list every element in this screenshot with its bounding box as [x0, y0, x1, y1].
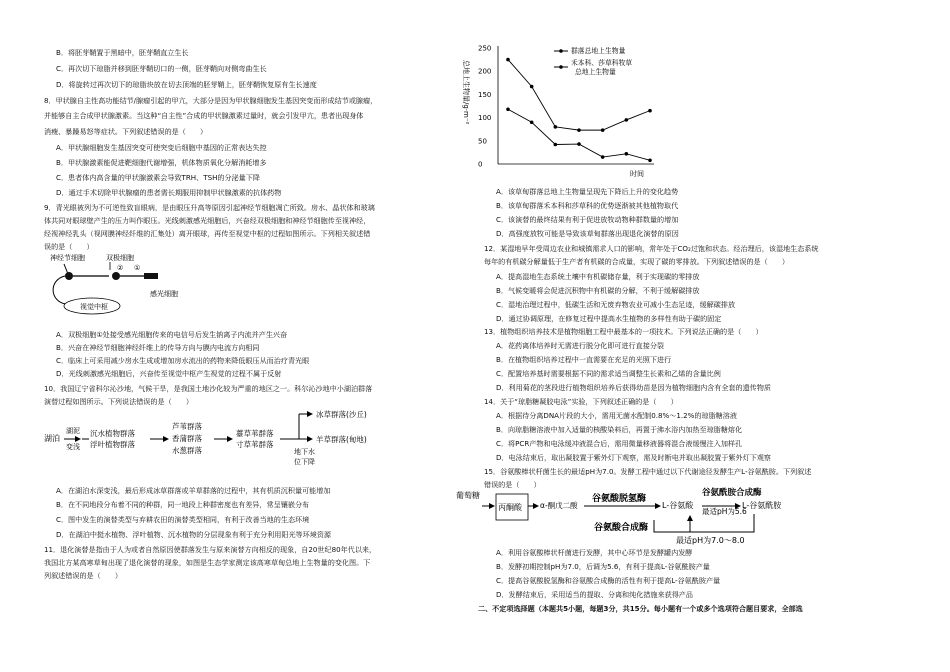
q9-option-c: C．临床上可采用减少房水生成或增加房水流出的药物来降低眼压从而治疗青光眼	[56, 356, 310, 365]
q8-option-c: C．患者体内高含量的甲状腺激素会导致TRH、TSH的分泌量下降	[56, 173, 260, 182]
series-point-2	[625, 152, 629, 156]
enzyme-glutamine-synthetase: 谷氨酰胺合成酶	[702, 488, 762, 498]
q8-stem: 并能够自主合成甲状腺激素。当这种“自主性”合成的甲状腺激素过量时，就会引发甲亢，患者出现身体	[44, 111, 364, 120]
q13-option-c: C．配置培养基时需要根据不同的需求适当调整生长素和乙烯的含量比例	[496, 369, 721, 378]
legend-entry-2: 禾本科、莎草科牧草	[571, 59, 633, 67]
label-water-level: 位下降	[294, 458, 315, 466]
q14-option-b: B．向琼脂糖溶液中加入适量的核酸染料后，再置于沸水浴内加热至琼脂糖熔化	[496, 425, 743, 434]
q9-stem: 9．青光眼被列为不可逆性致盲眼病，是由眼压升高等原因引起神经节细胞凋亡所致。房水、晶状体和玻璃	[44, 203, 375, 212]
q10-stem: 10．我国辽宁省科尔沁沙地，气候干旱，是我国土地沙化较为严重的地区之一。科尔沁沙地中小湖泊群落	[44, 384, 373, 393]
y-tick-label: 100	[478, 114, 492, 123]
y-tick-label: 150	[478, 90, 492, 99]
series-point-2	[577, 142, 581, 146]
ganglion-cell-body	[65, 272, 73, 280]
label-shallowing: 湖泥	[66, 427, 80, 435]
node-glucose: 葡萄糖	[456, 491, 480, 500]
node-alpha-ketoglutarate: α-酮戊二酸	[540, 501, 578, 510]
q13-option-d: D．利用菊花的茎段进行植物组织培养后获得幼苗是因为植物细胞内含有全套的遗传物质	[496, 383, 772, 392]
legend-entry-1: 群落总地上生物量	[571, 47, 626, 55]
q9-stem: 经视神经乳头（视网膜神经纤维的汇集处）离开眼球，再传至视觉中枢的过程如图所示。下列相关叙述错	[44, 229, 371, 238]
node-agropyron: 冰草群落(沙丘)	[316, 410, 367, 419]
label-water-level: 地下水	[294, 448, 315, 456]
q12-option-b: B．气候变暖将会促进沉积物中有机碳的分解，不利于缓解碳排放	[496, 286, 700, 295]
q12-option-c: C．湿地治理过程中，低碳生活和无废弃物农业可减小生态足迹，缓解碳排放	[496, 300, 736, 309]
node-sedge-meadow: 薹草苇群落	[236, 429, 274, 438]
q7-option-b: B．将胚芽鞘置于黑暗中，胚芽鞘直立生长	[56, 48, 189, 57]
q11-option-c: C．该演替的最终结果有利于促进放牧动物种群数量的增加	[496, 215, 679, 224]
q9-option-d: D．光线刺激感光细胞后，兴奋传至视觉中枢产生视觉的过程不属于反射	[56, 369, 282, 378]
q12-stem: 每年的有机碳分解量低于生产者有机碳的合成量，实现了碳的零排放。下列叙述错误的是（ ）	[484, 257, 790, 266]
y-tick-label: 50	[478, 137, 487, 146]
q8-option-d: D．通过手术切除甲状腺瘤的患者需长期服用抑制甲状腺激素的抗体药物	[56, 188, 282, 197]
q7-option-c: C．再次切下琼脂并移到胚芽鞘切口的一侧，胚芽鞘向对侧弯曲生长	[56, 64, 267, 73]
series-point-2	[506, 107, 510, 111]
q12-option-d: D．通过协调原理，在修复过程中提高水生植物的多样性有助于碳的固定	[496, 314, 722, 323]
label-bipolar-cell: 双极细胞	[106, 254, 134, 262]
node-l-glutamate: L-谷氨酸	[662, 501, 694, 510]
q14-stem: 14．关于“琼脂糖凝胶电泳”实验，下列叙述正确的是（ ）	[484, 397, 678, 406]
series-point-1	[530, 85, 534, 89]
label-ganglion-cell: 神经节细胞	[50, 254, 85, 262]
q11-stem: 11．退化演替是指由于人为或者自然原因使群落发生与原来演替方向相反的现象，自20世纪80年代以来，	[44, 545, 377, 554]
q14-option-d: D．电泳结束后，取出凝胶置于紫外灯下观察，需及时断电并取出凝胶置于紫外灯下观察	[496, 453, 772, 462]
q10-option-c: C．图中发生的演替类型与弃耕农田的演替类型相同，有利于改善当地的生态环境	[56, 515, 310, 524]
q13-stem: 13．植物组织培养技术是植物细胞工程中最基本的一项技术。下列说法正确的是（ ）	[484, 327, 763, 336]
q15-option-b: B．发酵初期控制pH为7.0，后调为5.6，有利于提高L-谷氨酰胺产量	[496, 562, 710, 571]
node-submerged: 沉水植物群落	[90, 429, 135, 438]
node-pyruvate: 丙酮酸	[498, 503, 522, 512]
series-point-1	[648, 109, 652, 113]
series-point-2	[530, 120, 534, 124]
q14-option-c: C．将PCR产物和电泳缓冲液混合后，需用微量移液器将混合液缓慢注入加样孔	[496, 439, 743, 448]
q13-option-a: A．花药离体培养时无需进行脱分化即可进行直接分裂	[496, 341, 665, 350]
q11-option-a: A．该草甸群落总地上生物量呈现先下降后上升的变化趋势	[496, 187, 679, 196]
series-point-1	[506, 58, 510, 62]
chart-y-axis-label: 总地上生物量/g·m⁻²	[462, 60, 470, 125]
label-optimal-ph-2: 最适pH为7.0～8.0	[676, 536, 745, 545]
q11-option-b: B．该草甸群落禾本科和莎草科的优势逐渐被其他植物取代	[496, 201, 679, 210]
node-leymus: 羊草群落(甸地)	[316, 435, 367, 444]
q9-stem: 误的是（ ）	[44, 242, 94, 251]
enzyme-glutamate-dehydrogenase: 谷氨酸脱氢酶	[592, 494, 647, 504]
node-floating: 浮叶植物群落	[90, 440, 135, 449]
series-point-2	[601, 155, 605, 159]
label-optimal-ph-1: 最适pH为5.6	[702, 507, 747, 516]
series-point-1	[577, 128, 581, 132]
pathway-diagram	[454, 486, 794, 546]
label-visual-center: 视觉中枢	[80, 303, 108, 311]
chart-legend	[554, 46, 632, 76]
q15-option-d: D．发酵结束后，采用适当的提取、分离和纯化措施来获得产品	[496, 590, 693, 599]
q7-option-d: D．将旋转过再次切下的琼脂块放在切去顶端的胚芽鞘上，胚芽鞘恢复原有生长速度	[56, 80, 317, 89]
label-shallowing: 变浅	[66, 443, 80, 451]
q10-stem: 演替过程如图所示。下列说法错误的是（ ）	[44, 397, 193, 406]
node-bulrush: 水葱群落	[172, 446, 202, 455]
label-circle-1: ①	[134, 264, 141, 272]
y-tick-label: 0	[478, 160, 483, 169]
y-tick-label: 250	[478, 44, 492, 53]
q10-option-b: B．在不同地段分布着不同的种群，同一地段上种群密度也有差异，常呈镶嵌分布	[56, 500, 310, 509]
y-tick-label: 200	[478, 67, 492, 76]
series-point-1	[554, 125, 558, 129]
photoreceptor-cell	[144, 273, 158, 279]
legend-entry-2b: 总地上生物量	[575, 68, 616, 76]
series-line-2	[508, 109, 650, 160]
label-photoreceptor: 感光细胞	[150, 290, 178, 298]
retina-diagram	[44, 250, 284, 320]
q10-option-a: A．在湖泊水深变浅，最后形成冰草群落或羊草群落的过程中，其有机质沉积量可能增加	[56, 486, 331, 495]
enzyme-glutamate-synthase: 谷氨酸合成酶	[594, 523, 649, 533]
q12-stem: 12．某湿地早年受周边农业和城镇需求人口的影响，常年处于CO₂过饱和状态。经治理后，该湿地生态系统	[484, 244, 819, 253]
chart-x-axis-label: 时间	[630, 170, 644, 178]
node-cattail: 香蒲群落	[172, 434, 202, 443]
q10-option-d: D．在湖泊中挺水植物、浮叶植物、沉水植物的分层现象有利于充分利用阳光等环境资源	[56, 530, 332, 539]
q13-option-b: B．在植物组织培养过程中一直需要在充足的光照下进行	[496, 355, 672, 364]
q15-option-c: C．提高谷氨酸脱氢酶和谷氨酸合成酶的活性有利于提高L-谷氨酰胺产量	[496, 576, 721, 585]
q14-option-a: A．根据待分离DNA片段的大小，需用无菌水配制0.8%～1.2%的琼脂糖溶液	[496, 411, 737, 420]
succession-diagram	[44, 404, 444, 476]
node-reed: 芦苇群落	[172, 422, 202, 431]
section-2-heading: 二、不定项选择题（本题共5小题，每题3分，共15分。每小题有一个或多个选项符合题目要求，全部选	[478, 604, 803, 613]
q11-stem: 我国北方某高寒草甸出现了退化演替的现象，如图是生态学家测定该高寒草甸总地上生物量的变化图。下	[44, 558, 371, 567]
left-column	[44, 0, 454, 672]
label-circle-2: ②	[117, 264, 124, 272]
series-point-1	[601, 128, 605, 132]
q8-option-a: A．甲状腺细胞发生基因突变可使突变后细胞中基因的正常表达失控	[56, 143, 267, 152]
node-lake: 湖泊	[44, 434, 60, 443]
q15-option-a: A．利用谷氨酸棒状杆菌进行发酵，其中心环节是发酵罐内发酵	[496, 548, 693, 557]
series-point-2	[554, 143, 558, 147]
q8-stem: 消瘦、暴躁易怒等症状。下列叙述错误的是（ ）	[44, 127, 208, 136]
q15-stem: 错误的是（ ）	[484, 480, 541, 489]
q8-option-b: B．甲状腺激素能促进靶细胞代谢增强，机体物质氧化分解消耗增多	[56, 158, 267, 167]
biomass-line-chart	[454, 40, 694, 180]
q8-stem: 8．甲状腺自主性高功能结节/腺瘤引起的甲亢，大部分是因为甲状腺细胞发生基因突变而形成结节或腺瘤，	[44, 96, 378, 105]
q11-stem: 列叙述错误的是（ ）	[44, 571, 123, 580]
node-l-glutamine: L-谷氨酰胺	[742, 501, 782, 510]
q9-option-b: B．兴奋在神经节细胞神经纤维上的传导方向与膜内电流方向相同	[56, 343, 260, 352]
q9-option-a: A．双极细胞①处接受感光细胞传来的电信号后发生钠离子内流并产生兴奋	[56, 330, 288, 339]
series-point-2	[648, 158, 652, 162]
bipolar-cell-body	[112, 272, 120, 280]
node-carex-meadow: 寸草苇群落	[236, 440, 274, 449]
q11-option-d: D．高强度放牧可能是导致该草甸群落出现退化演替的原因	[496, 229, 679, 238]
q12-option-a: A．提高湿地生态系统土壤中有机碳储存量，利于实现碳的零排放	[496, 272, 700, 281]
series-point-1	[625, 118, 629, 122]
right-column	[456, 0, 904, 672]
q15-stem: 15．谷氨酸棒状杆菌生长的最适pH为7.0。发酵工程中通过以下代谢途径发酵生产L-谷氨酰胺。下列叙述	[484, 467, 812, 476]
q9-stem: 体共同对眼球壁产生的压力叫作眼压。光线刺激感光细胞后，兴奋经双极细胞和神经节细胞传至视神经，	[44, 216, 371, 225]
